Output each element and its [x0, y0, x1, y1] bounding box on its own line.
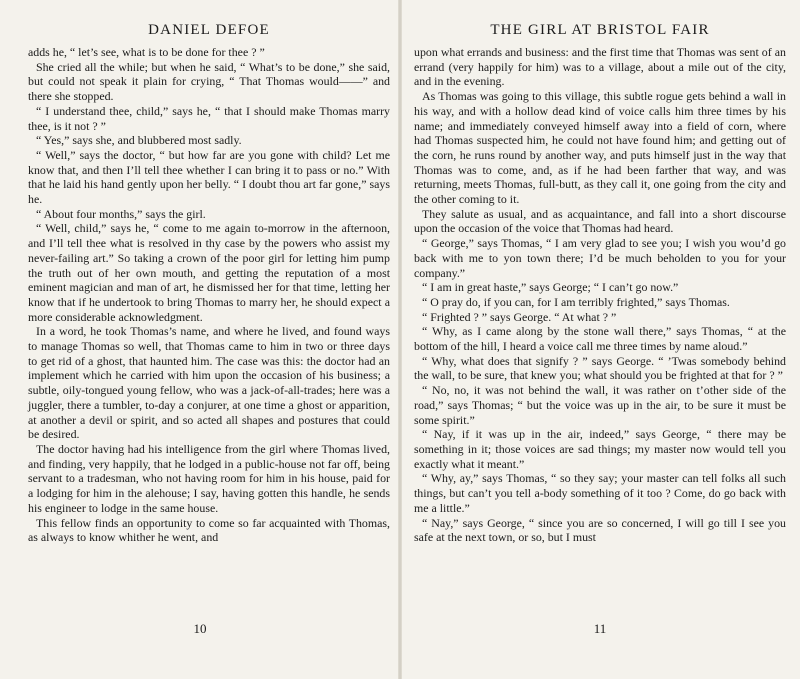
paragraph: “ No, no, it was not behind the wall, it was rather on t’other side of the road,” says Thomas; “ but the voice was up in the air, to be sure it must be some spirit.”: [414, 383, 786, 427]
paragraph: upon what errands and business: and the first time that Thomas was sent of an errand (very happily for him) was to a village, about a mile out of the city, and in the evening.: [414, 45, 786, 89]
paragraph: They salute as usual, and as acquaintance, and fall into a short discourse upon the occasion of the voice that Thomas had heard.: [414, 206, 786, 236]
paragraph: “ Why, ay,” says Thomas, “ so they say; your master can tell folks all such things, but can’t you tell a-body something of it too ? Come, do go back with me a little.”: [414, 471, 786, 515]
paragraph: “ Nay, if it was up in the air, indeed,” says George, “ there may be something in it; those voices are sad things; my master now would tell you exactly what it meant.”: [414, 427, 786, 471]
paragraph: adds he, “ let’s see, what is to be done for thee ? ”: [28, 45, 265, 59]
paragraph: “ O pray do, if you can, for I am terribly frighted,” says Thomas.: [422, 294, 730, 309]
paragraph: In a word, he took Thomas’s name, and where he lived, and found ways to manage Thomas so well, that Thomas came to him in two or three days to get rid of a ghost, that haunted him. The case was this: the doctor had an implement which he carried with him upon the occasion of his business; a subtle, oily-tongued young fellow, who was a jack-of-all-trades; here was a juggler, there a tumbler, to-day a conjurer, at one time a ghost or apparition, at another a devil or spirit, and so acted all shapes and postures that could be desired.: [28, 324, 390, 442]
paragraph: “ Nay,” says George, “ since you are so concerned, I will go till I see you safe at the next town, or so, but I must: [414, 515, 786, 545]
paragraph: “ George,” says Thomas, “ I am very glad to see you; I wish you wou’d go back with me to yon town there; I’d be much beholden to you for your company.”: [414, 236, 786, 280]
right-page-text: [414, 45, 786, 545]
paragraph: “ About four months,” says the girl.: [36, 206, 206, 221]
paragraph: “ I understand thee, child,” says he, “ that I should make Thomas marry thee, is it not ? ”: [28, 103, 390, 133]
running-head-left: DANIEL DEFOE: [148, 22, 270, 38]
paragraph: “ I am in great haste,” says George; “ I can’t go now.”: [422, 280, 679, 295]
left-page-text: [28, 45, 390, 545]
running-head-right: THE GIRL AT BRISTOL FAIR: [490, 22, 710, 38]
paragraph: The doctor having had his intelligence from the girl where Thomas lived, and finding, very happily, that he lodged in a public-house not far off, being servant to a tradesman, who not having room for him in his house, paid for a lodging for him in the alehouse; I say, having gotten this handle, he sends his engineer to lodge in the same house.: [28, 441, 390, 515]
right-page: [400, 0, 800, 679]
paragraph: This fellow finds an opportunity to come so far acquainted with Thomas, as always to know whither he went, and: [28, 515, 390, 545]
paragraph: “ Frighted ? ” says George. “ At what ? ”: [422, 309, 617, 324]
paragraph: As Thomas was going to this village, this subtle rogue gets behind a wall in his way, and with a hollow dead kind of voice calls him three times by his name; and immediately conveyed himself away into a field of corn, where had Thomas suspected him, he could not have found him; and getting out of the corn, he runs round by another way, and puts himself just in the way that Thomas was to come, and, as if he had been farther that way, and was returning, meets Thomas, full-butt, as they call it, one going from the city and the other coming to it.: [414, 89, 786, 207]
paragraph: She cried all the while; but when he said, “ What’s to be done,” she said, but could not speak it plain for crying, “ That Thomas would——” and there she stopped.: [28, 59, 390, 104]
paragraph: “ Why, as I came along by the stone wall there,” says Thomas, “ at the bottom of the hill, I heard a voice call me three times by name aloud.”: [414, 324, 786, 354]
paragraph: “ Why, what does that signify ? ” says George. “ ’Twas somebody behind the wall, to be sure, that knew you; what should you be frighted at that for ? ”: [414, 353, 786, 383]
paragraph: “ Well,” says the doctor, “ but how far are you gone with child? Let me know that, and then I’ll tell thee whether I can bring it to pass or no.” With that he laid his hand gently upon her belly. “ I doubt thou art far gone,” says he.: [28, 147, 390, 207]
paragraph: “ Well, child,” says he, “ come to me again to-morrow in the afternoon, and I’ll tell thee what is resolved in thy case by the powers who assist my never-failing art.” So taking a crown of the poor girl for letting him pump the truth out of her own mouth, and getting the reputation of a most eminent magician and man of art, he dismissed her for that time, letting her know that if he undertook to bring Thomas to marry her, he should expect a more considerable acknowledgment.: [28, 221, 390, 324]
page-number-right: 11: [593, 621, 607, 636]
paragraph: “ Yes,” says she, and blubbered most sadly.: [36, 133, 242, 148]
page-number-left: 10: [193, 621, 207, 636]
